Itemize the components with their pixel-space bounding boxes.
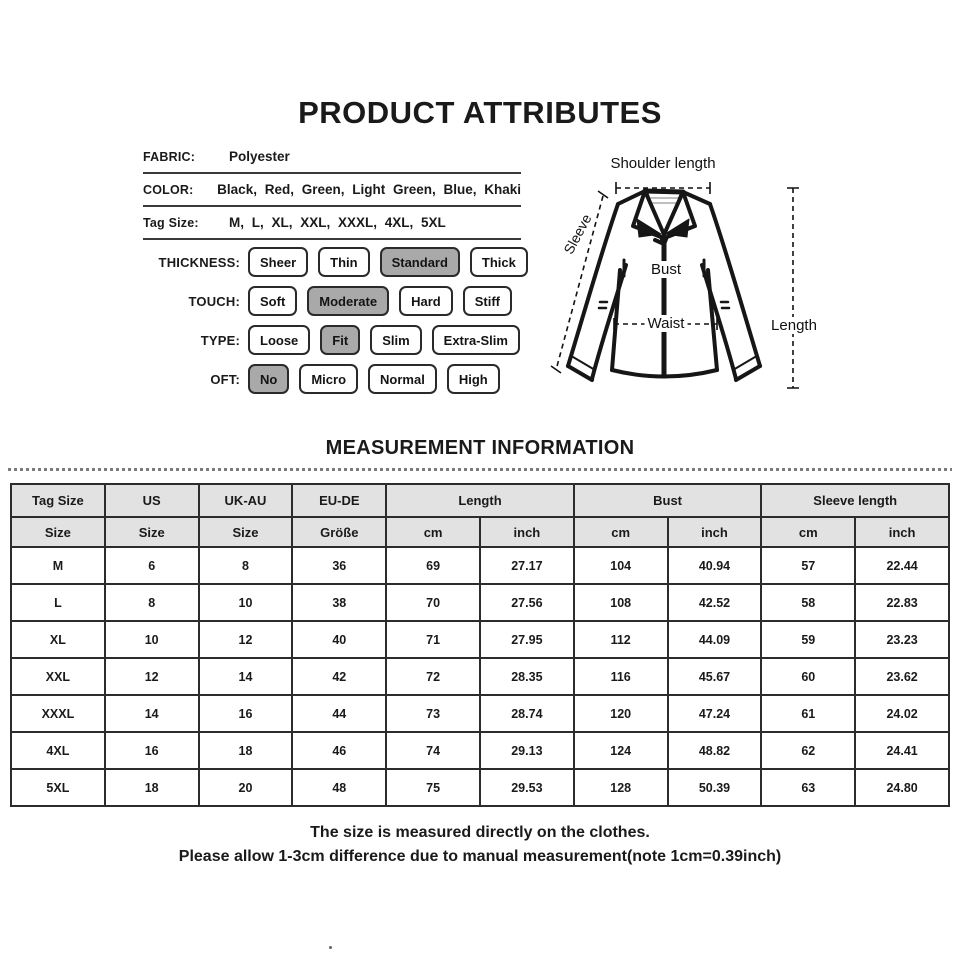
option-chip-thin[interactable]: Thin <box>318 247 369 277</box>
measurement-cell: 14 <box>199 658 293 695</box>
measurement-cell: 10 <box>105 621 199 658</box>
measurement-cell: 42 <box>292 658 386 695</box>
shirt-line-drawing <box>540 140 960 430</box>
column-subheader: Größe <box>292 517 386 547</box>
measurement-cell: 28.35 <box>480 658 574 695</box>
column-subheader: inch <box>668 517 762 547</box>
shirt-measurement-diagram <box>540 140 960 430</box>
measurement-cell: 72 <box>386 658 480 695</box>
option-chip-slim[interactable]: Slim <box>370 325 421 355</box>
column-subheader: Size <box>199 517 293 547</box>
measurement-cell: 16 <box>199 695 293 732</box>
measurement-cell: 36 <box>292 547 386 584</box>
measurement-cell: 18 <box>105 769 199 806</box>
measurement-cell: 46 <box>292 732 386 769</box>
attribute-row-color <box>143 174 521 207</box>
measurement-cell: 74 <box>386 732 480 769</box>
measurement-cell: 27.17 <box>480 547 574 584</box>
measurement-cell: 60 <box>761 658 855 695</box>
measurement-cell: 14 <box>105 695 199 732</box>
tag-size-cell: 5XL <box>11 769 105 806</box>
measurement-cell: 62 <box>761 732 855 769</box>
measurement-cell: 45.67 <box>668 658 762 695</box>
measurement-cell: 124 <box>574 732 668 769</box>
option-chip-no[interactable]: No <box>248 364 289 394</box>
option-chip-loose[interactable]: Loose <box>248 325 310 355</box>
size-table <box>10 483 950 807</box>
column-subheader: cm <box>761 517 855 547</box>
size-row-4xl <box>11 732 949 769</box>
tag-size-cell: M <box>11 547 105 584</box>
measurement-cell: 27.95 <box>480 621 574 658</box>
column-group-header: Tag Size <box>11 484 105 517</box>
size-row-m <box>11 547 949 584</box>
option-row-type <box>0 325 528 355</box>
measurement-cell: 22.44 <box>855 547 949 584</box>
option-chip-normal[interactable]: Normal <box>368 364 437 394</box>
dotted-divider <box>8 468 952 471</box>
measurement-cell: 8 <box>199 547 293 584</box>
option-row-thickness <box>0 247 528 277</box>
measurement-cell: 58 <box>761 584 855 621</box>
tag-size-cell: XXXL <box>11 695 105 732</box>
stray-dot <box>329 946 332 949</box>
measurement-cell: 44 <box>292 695 386 732</box>
column-group-header: EU-DE <box>292 484 386 517</box>
measurement-cell: 59 <box>761 621 855 658</box>
measurement-cell: 16 <box>105 732 199 769</box>
measurement-cell: 24.02 <box>855 695 949 732</box>
attribute-row-fabric <box>143 141 521 174</box>
column-group-header: US <box>105 484 199 517</box>
measurement-cell: 10 <box>199 584 293 621</box>
measurement-cell: 29.53 <box>480 769 574 806</box>
attribute-value: M, L, XL, XXL, XXXL, 4XL, 5XL <box>229 215 446 230</box>
measurement-cell: 28.74 <box>480 695 574 732</box>
option-chip-fit[interactable]: Fit <box>320 325 360 355</box>
column-group-header: Length <box>386 484 574 517</box>
measurement-cell: 50.39 <box>668 769 762 806</box>
length-label: Length <box>768 317 820 334</box>
page-title: PRODUCT ATTRIBUTES <box>298 95 662 130</box>
measurement-cell: 12 <box>199 621 293 658</box>
measurement-cell: 108 <box>574 584 668 621</box>
measurement-cell: 57 <box>761 547 855 584</box>
size-row-xxxl <box>11 695 949 732</box>
measurement-cell: 23.23 <box>855 621 949 658</box>
column-group-header: Bust <box>574 484 762 517</box>
option-chip-thick[interactable]: Thick <box>470 247 528 277</box>
column-subheader: inch <box>480 517 574 547</box>
footer-note-line: The size is measured directly on the clothes. <box>310 824 650 841</box>
size-row-5xl <box>11 769 949 806</box>
measurement-cell: 42.52 <box>668 584 762 621</box>
attribute-label: FABRIC: <box>143 149 196 164</box>
measurement-cell: 23.62 <box>855 658 949 695</box>
measurement-cell: 24.80 <box>855 769 949 806</box>
column-subheader: cm <box>386 517 480 547</box>
option-chip-sheer[interactable]: Sheer <box>248 247 308 277</box>
measurement-cell: 47.24 <box>668 695 762 732</box>
option-chip-soft[interactable]: Soft <box>248 286 297 316</box>
attribute-label: COLOR: <box>143 182 194 197</box>
measurement-cell: 6 <box>105 547 199 584</box>
option-chip-hard[interactable]: Hard <box>399 286 453 316</box>
column-subheader: Size <box>105 517 199 547</box>
option-chip-high[interactable]: High <box>447 364 500 394</box>
measurement-cell: 38 <box>292 584 386 621</box>
measurement-cell: 48.82 <box>668 732 762 769</box>
measurement-cell: 27.56 <box>480 584 574 621</box>
option-row-oft <box>0 364 528 394</box>
attribute-label: Tag Size: <box>143 215 199 230</box>
option-row-label: TYPE: <box>200 332 240 348</box>
measurement-cell: 70 <box>386 584 480 621</box>
option-row-label: OFT: <box>210 371 240 387</box>
sleeve-label: Sleeve <box>560 211 595 257</box>
measurement-cell: 112 <box>574 621 668 658</box>
measurement-cell: 71 <box>386 621 480 658</box>
measurement-cell: 128 <box>574 769 668 806</box>
option-rows <box>0 247 528 403</box>
measurement-cell: 18 <box>199 732 293 769</box>
measurement-cell: 104 <box>574 547 668 584</box>
column-subheader: Size <box>11 517 105 547</box>
option-chip-standard[interactable]: Standard <box>380 247 460 277</box>
measurement-cell: 120 <box>574 695 668 732</box>
measurement-cell: 73 <box>386 695 480 732</box>
measurement-cell: 48 <box>292 769 386 806</box>
size-row-l <box>11 584 949 621</box>
size-row-xxl <box>11 658 949 695</box>
option-chip-extra-slim[interactable]: Extra-Slim <box>432 325 520 355</box>
measurement-cell: 12 <box>105 658 199 695</box>
tag-size-cell: 4XL <box>11 732 105 769</box>
shoulder-length-label: Shoulder length <box>610 155 716 172</box>
measurement-cell: 44.09 <box>668 621 762 658</box>
tag-size-cell: XXL <box>11 658 105 695</box>
option-chip-moderate[interactable]: Moderate <box>307 286 389 316</box>
measurement-cell: 116 <box>574 658 668 695</box>
option-row-touch <box>0 286 528 316</box>
option-row-label: THICKNESS: <box>158 254 240 270</box>
column-subheader: inch <box>855 517 949 547</box>
measurement-cell: 40 <box>292 621 386 658</box>
measurement-cell: 29.13 <box>480 732 574 769</box>
bust-label: Bust <box>648 261 684 278</box>
column-subheader: cm <box>574 517 668 547</box>
attribute-value: Black, Red, Green, Light Green, Blue, Khaki <box>217 182 521 197</box>
option-row-label: TOUCH: <box>188 293 240 309</box>
measurement-cell: 8 <box>105 584 199 621</box>
measurement-cell: 24.41 <box>855 732 949 769</box>
waist-label: Waist <box>645 315 688 332</box>
measurement-cell: 63 <box>761 769 855 806</box>
measurement-cell: 20 <box>199 769 293 806</box>
column-group-header: Sleeve length <box>761 484 949 517</box>
measurement-cell: 75 <box>386 769 480 806</box>
attributes-list <box>143 141 521 240</box>
option-chip-micro[interactable]: Micro <box>299 364 358 394</box>
measurement-section-title: MEASUREMENT INFORMATION <box>325 437 635 459</box>
attribute-row-tag-size <box>143 207 521 240</box>
tag-size-cell: XL <box>11 621 105 658</box>
size-row-xl <box>11 621 949 658</box>
measurement-cell: 61 <box>761 695 855 732</box>
footer-note-line: Please allow 1-3cm difference due to manual measurement(note 1cm=0.39inch) <box>178 847 782 865</box>
measurement-cell: 69 <box>386 547 480 584</box>
measurement-cell: 40.94 <box>668 547 762 584</box>
column-group-header: UK-AU <box>199 484 293 517</box>
footer-notes <box>0 821 960 868</box>
option-chip-stiff[interactable]: Stiff <box>463 286 512 316</box>
tag-size-cell: L <box>11 584 105 621</box>
attribute-value: Polyester <box>229 149 290 164</box>
measurement-cell: 22.83 <box>855 584 949 621</box>
